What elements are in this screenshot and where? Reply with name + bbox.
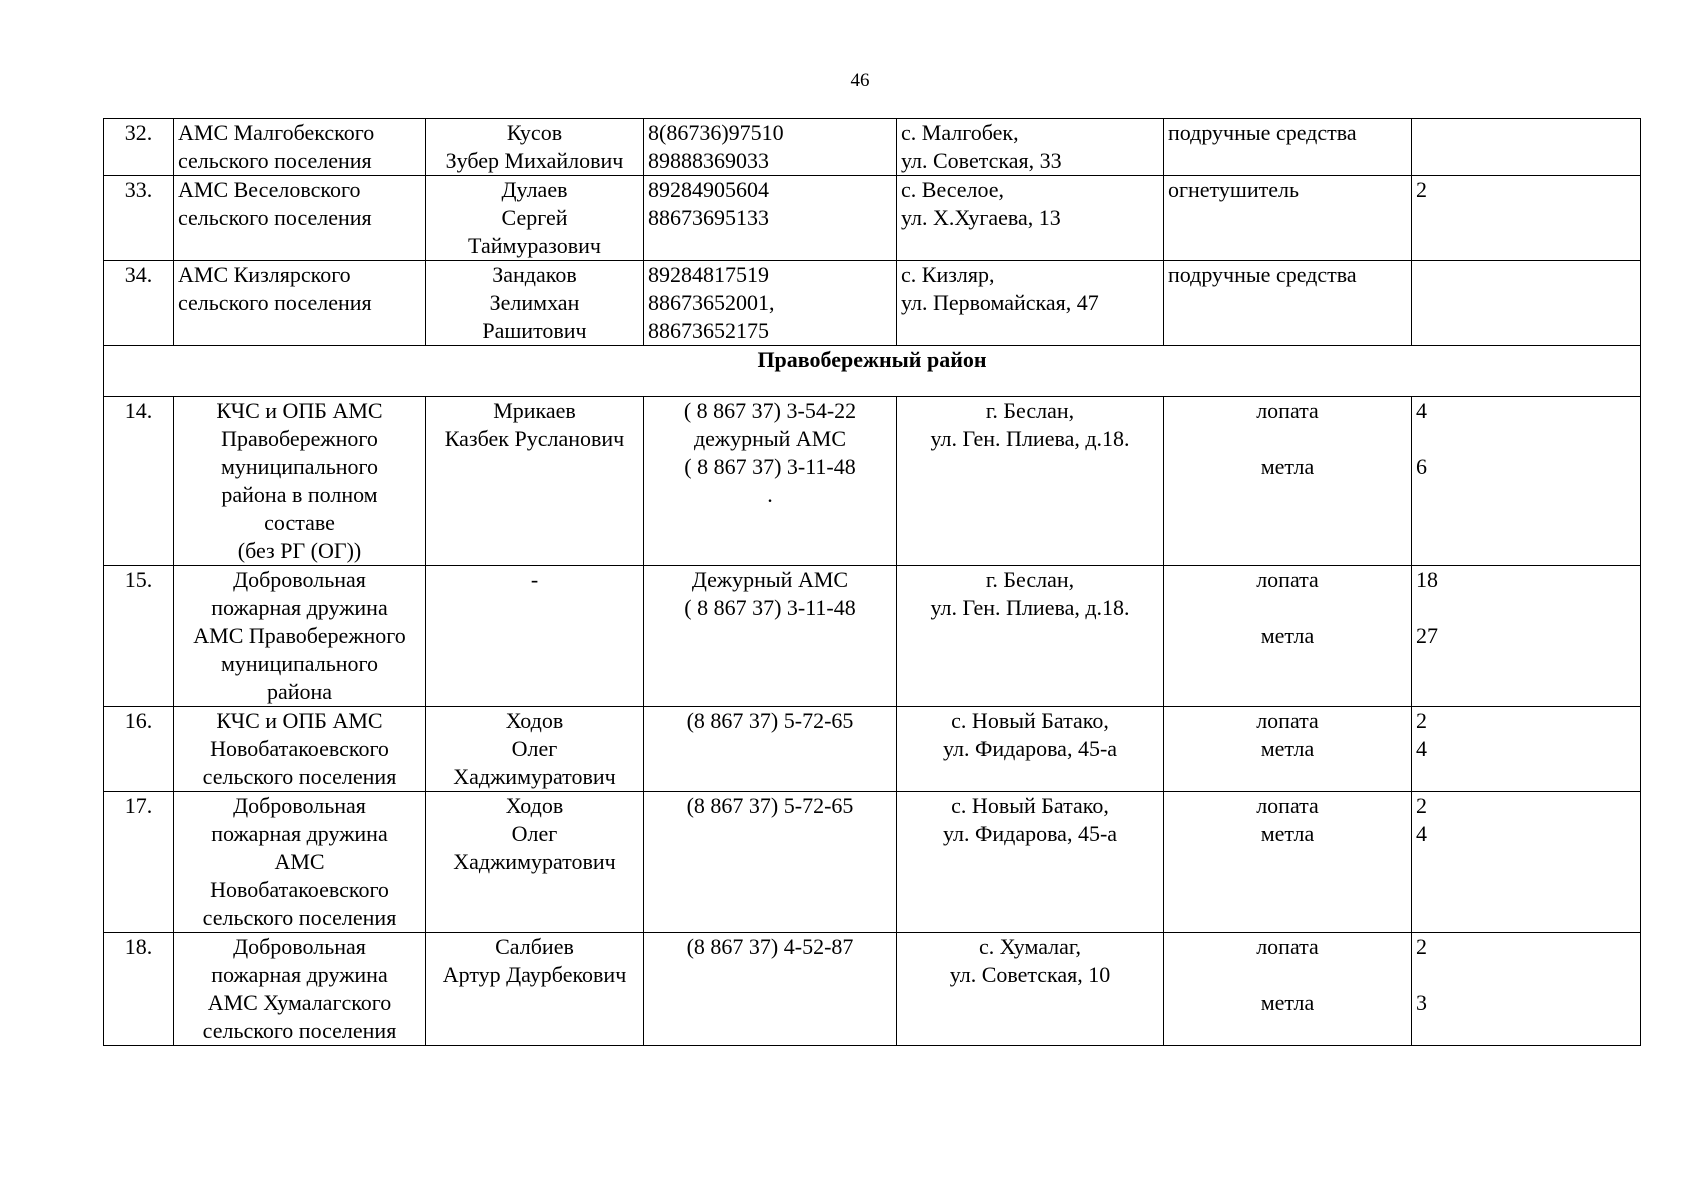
address-cell: г. Беслан, ул. Ген. Плиева, д.18. xyxy=(897,566,1164,707)
organization-cell: АМС Кизлярского сельского поселения xyxy=(174,261,426,346)
equipment-cell: подручные средства xyxy=(1164,261,1412,346)
table-row xyxy=(104,176,1641,261)
organization-cell: АМС Малгобекского сельского поселения xyxy=(174,119,426,176)
quantity-cell: 2 4 xyxy=(1412,792,1641,933)
quantity-cell: 2 3 xyxy=(1412,933,1641,1046)
equipment-cell: лопата метла xyxy=(1164,707,1412,792)
organization-cell: КЧС и ОПБ АМС Новобатакоевского сельского поселения xyxy=(174,707,426,792)
table-row xyxy=(104,261,1641,346)
address-cell: с. Кизляр, ул. Первомайская, 47 xyxy=(897,261,1164,346)
row-number: 32. xyxy=(104,119,174,176)
phone-cell: 89284905604 88673695133 xyxy=(644,176,897,261)
equipment-cell: лопата метла xyxy=(1164,397,1412,566)
organization-cell: Добровольная пожарная дружина АМС Правобережного муниципального района xyxy=(174,566,426,707)
table-row xyxy=(104,119,1641,176)
phone-cell: 8(86736)97510 89888369033 xyxy=(644,119,897,176)
phone-cell: (8 867 37) 4-52-87 xyxy=(644,933,897,1046)
quantity-cell xyxy=(1412,261,1641,346)
address-cell: с. Хумалаг, ул. Советская, 10 xyxy=(897,933,1164,1046)
quantity-cell: 2 4 xyxy=(1412,707,1641,792)
row-number: 16. xyxy=(104,707,174,792)
phone-cell: (8 867 37) 5-72-65 xyxy=(644,792,897,933)
responsible-person-cell: Дулаев Сергей Таймуразович xyxy=(426,176,644,261)
organization-cell: КЧС и ОПБ АМС Правобережного муниципального района в полном составе (без РГ (ОГ)) xyxy=(174,397,426,566)
row-number: 18. xyxy=(104,933,174,1046)
phone-cell: Дежурный АМС ( 8 867 37) 3-11-48 xyxy=(644,566,897,707)
equipment-cell: лопата метла xyxy=(1164,792,1412,933)
organizations-table xyxy=(103,118,1641,1046)
responsible-person-cell: Ходов Олег Хаджимуратович xyxy=(426,707,644,792)
equipment-cell: лопата метла xyxy=(1164,566,1412,707)
table-row xyxy=(104,933,1641,1046)
row-number: 15. xyxy=(104,566,174,707)
quantity-cell: 4 6 xyxy=(1412,397,1641,566)
organization-cell: АМС Веселовского сельского поселения xyxy=(174,176,426,261)
page-number: 46 xyxy=(850,70,870,91)
equipment-cell: огнетушитель xyxy=(1164,176,1412,261)
responsible-person-cell: Зандаков Зелимхан Рашитович xyxy=(426,261,644,346)
responsible-person-cell: Ходов Олег Хаджимуратович xyxy=(426,792,644,933)
table-row xyxy=(104,707,1641,792)
quantity-cell: 2 xyxy=(1412,176,1641,261)
section-row xyxy=(104,346,1641,397)
responsible-person-cell: - xyxy=(426,566,644,707)
table-row xyxy=(104,397,1641,566)
quantity-cell xyxy=(1412,119,1641,176)
row-number: 34. xyxy=(104,261,174,346)
responsible-person-cell: Салбиев Артур Даурбекович xyxy=(426,933,644,1046)
phone-cell: (8 867 37) 5-72-65 xyxy=(644,707,897,792)
address-cell: с. Новый Батако, ул. Фидарова, 45-а xyxy=(897,792,1164,933)
table-row xyxy=(104,566,1641,707)
responsible-person-cell: Кусов Зубер Михайлович xyxy=(426,119,644,176)
organization-cell: Добровольная пожарная дружина АМС Хумалагского сельского поселения xyxy=(174,933,426,1046)
address-cell: г. Беслан, ул. Ген. Плиева, д.18. xyxy=(897,397,1164,566)
row-number: 33. xyxy=(104,176,174,261)
table-row xyxy=(104,792,1641,933)
row-number: 17. xyxy=(104,792,174,933)
address-cell: с. Малгобек, ул. Советская, 33 xyxy=(897,119,1164,176)
address-cell: с. Веселое, ул. Х.Хугаева, 13 xyxy=(897,176,1164,261)
phone-cell: ( 8 867 37) 3-54-22 дежурный АМС ( 8 867 37) 3-11-48 . xyxy=(644,397,897,566)
quantity-cell: 18 27 xyxy=(1412,566,1641,707)
responsible-person-cell: Мрикаев Казбек Русланович xyxy=(426,397,644,566)
equipment-cell: подручные средства xyxy=(1164,119,1412,176)
equipment-cell: лопата метла xyxy=(1164,933,1412,1046)
organization-cell: Добровольная пожарная дружина АМС Новобатакоевского сельского поселения xyxy=(174,792,426,933)
phone-cell: 89284817519 88673652001, 88673652175 xyxy=(644,261,897,346)
address-cell: с. Новый Батако, ул. Фидарова, 45-а xyxy=(897,707,1164,792)
row-number: 14. xyxy=(104,397,174,566)
section-title: Правобережный район xyxy=(104,346,1641,397)
